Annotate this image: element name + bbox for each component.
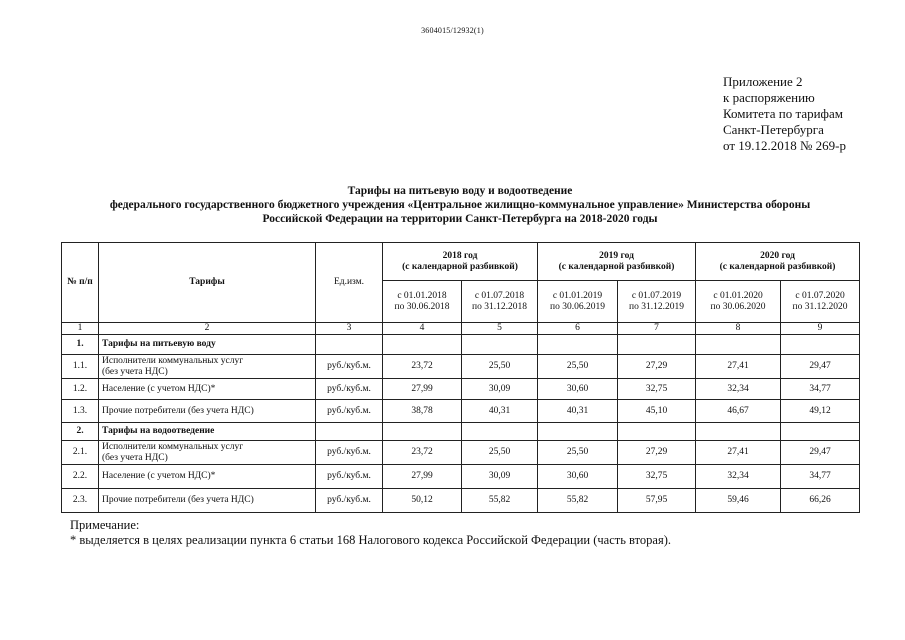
tariff-value: 27,41: [696, 355, 781, 379]
tariff-value: 55,82: [462, 489, 538, 513]
tariff-value: 55,82: [538, 489, 618, 513]
tariffs-table: [61, 242, 860, 513]
empty-cell: [781, 335, 860, 355]
header-number: № п/п: [62, 243, 99, 323]
tariff-value: 34,77: [781, 465, 860, 489]
empty-cell: [462, 335, 538, 355]
table-row: [62, 465, 860, 489]
tariff-value: 32,75: [618, 465, 696, 489]
empty-cell: [618, 335, 696, 355]
appendix-line: Комитета по тарифам: [723, 106, 843, 121]
section-number: 1.: [62, 335, 99, 355]
title-line: Российской Федерации на территории Санкт-Петербурга на 2018-2020 годы: [262, 213, 658, 225]
tariff-value: 27,29: [618, 441, 696, 465]
row-name: Исполнители коммунальных услуг (без учета НДС): [99, 355, 316, 379]
row-number: 2.1.: [62, 441, 99, 465]
row-number: 2.3.: [62, 489, 99, 513]
row-unit: руб./куб.м.: [316, 379, 383, 400]
row-name: Население (с учетом НДС)*: [99, 379, 316, 400]
appendix-line: к распоряжению: [723, 90, 815, 105]
column-number: 6: [538, 323, 618, 335]
row-unit: руб./куб.м.: [316, 489, 383, 513]
row-unit: руб./куб.м.: [316, 355, 383, 379]
tariff-value: 30,60: [538, 465, 618, 489]
empty-cell: [462, 423, 538, 441]
document-number: 3604015/12932(1): [421, 26, 484, 35]
tariff-value: 29,47: [781, 441, 860, 465]
section-number: 2.: [62, 423, 99, 441]
row-number: 1.3.: [62, 400, 99, 423]
tariff-value: 38,78: [383, 400, 462, 423]
table-row: [62, 441, 860, 465]
table-header: [62, 243, 860, 335]
appendix-line: от 19.12.2018 № 269-р: [723, 138, 846, 153]
tariff-value: 27,41: [696, 441, 781, 465]
tariff-value: 32,34: [696, 465, 781, 489]
empty-cell: [696, 335, 781, 355]
header-period: с 01.01.2018 по 30.06.2018: [383, 281, 462, 323]
header-year-2019: 2019 год (с календарной разбивкой): [538, 243, 696, 281]
header-period: с 01.07.2019 по 31.12.2019: [618, 281, 696, 323]
column-number: 3: [316, 323, 383, 335]
empty-cell: [538, 335, 618, 355]
tariff-value: 40,31: [538, 400, 618, 423]
column-number: 1: [62, 323, 99, 335]
tariff-value: 27,99: [383, 379, 462, 400]
header-period: с 01.01.2019 по 30.06.2019: [538, 281, 618, 323]
header-year-2018: 2018 год (с календарной разбивкой): [383, 243, 538, 281]
tariff-value: 45,10: [618, 400, 696, 423]
column-number: 2: [99, 323, 316, 335]
footnote-text: * выделяется в целях реализации пункта 6 статьи 168 Налогового кодекса Российской Федерации (часть вторая).: [70, 533, 672, 547]
table-row: [62, 355, 860, 379]
tariff-value: 25,50: [538, 441, 618, 465]
section-row: [62, 423, 860, 441]
tariff-value: 30,09: [462, 465, 538, 489]
section-title: Тарифы на водоотведение: [99, 423, 316, 441]
row-number: 1.2.: [62, 379, 99, 400]
tariff-value: 23,72: [383, 441, 462, 465]
header-unit: Ед.изм.: [316, 243, 383, 323]
tariff-value: 34,77: [781, 379, 860, 400]
row-number: 2.2.: [62, 465, 99, 489]
row-unit: руб./куб.м.: [316, 400, 383, 423]
empty-cell: [316, 423, 383, 441]
title-line: федерального государственного бюджетного учреждения «Центральное жилищно-коммунальное управление» Министерства обороны: [109, 199, 811, 211]
tariff-value: 49,12: [781, 400, 860, 423]
tariff-value: 32,75: [618, 379, 696, 400]
tariff-value: 40,31: [462, 400, 538, 423]
empty-cell: [538, 423, 618, 441]
row-name: Население (с учетом НДС)*: [99, 465, 316, 489]
footnote-label: Примечание:: [70, 518, 140, 532]
row-unit: руб./куб.м.: [316, 441, 383, 465]
column-number: 9: [781, 323, 860, 335]
column-number: 7: [618, 323, 696, 335]
table-row: [62, 379, 860, 400]
tariff-value: 27,99: [383, 465, 462, 489]
header-period: с 01.01.2020 по 30.06.2020: [696, 281, 781, 323]
column-number: 4: [383, 323, 462, 335]
column-number: 5: [462, 323, 538, 335]
row-number: 1.1.: [62, 355, 99, 379]
tariff-value: 32,34: [696, 379, 781, 400]
table-body: [62, 335, 860, 513]
section-row: [62, 335, 860, 355]
empty-cell: [316, 335, 383, 355]
tariff-value: 29,47: [781, 355, 860, 379]
table-row: [62, 400, 860, 423]
row-name: Прочие потребители (без учета НДС): [99, 400, 316, 423]
empty-cell: [618, 423, 696, 441]
tariff-value: 59,46: [696, 489, 781, 513]
empty-cell: [696, 423, 781, 441]
tariff-value: 25,50: [462, 355, 538, 379]
tariff-value: 23,72: [383, 355, 462, 379]
tariff-value: 25,50: [538, 355, 618, 379]
document-title: [60, 184, 860, 226]
appendix-block: [723, 74, 846, 154]
header-tariffs: Тарифы: [99, 243, 316, 323]
tariff-value: 66,26: [781, 489, 860, 513]
empty-cell: [781, 423, 860, 441]
appendix-line: Приложение 2: [723, 74, 803, 89]
table-row: [62, 489, 860, 513]
tariff-value: 46,67: [696, 400, 781, 423]
tariff-value: 50,12: [383, 489, 462, 513]
tariff-value: 57,95: [618, 489, 696, 513]
column-number: 8: [696, 323, 781, 335]
header-year-2020: 2020 год (с календарной разбивкой): [696, 243, 860, 281]
appendix-line: Санкт-Петербурга: [723, 122, 824, 137]
empty-cell: [383, 335, 462, 355]
tariff-value: 30,60: [538, 379, 618, 400]
header-period: с 01.07.2020 по 31.12.2020: [781, 281, 860, 323]
tariff-value: 25,50: [462, 441, 538, 465]
footnote: [70, 518, 671, 548]
empty-cell: [383, 423, 462, 441]
row-unit: руб./куб.м.: [316, 465, 383, 489]
title-line: Тарифы на питьевую воду и водоотведение: [347, 185, 573, 197]
row-name: Прочие потребители (без учета НДС): [99, 489, 316, 513]
tariff-value: 30,09: [462, 379, 538, 400]
column-number-row: [62, 323, 860, 335]
header-period: с 01.07.2018 по 31.12.2018: [462, 281, 538, 323]
row-name: Исполнители коммунальных услуг (без учета НДС): [99, 441, 316, 465]
section-title: Тарифы на питьевую воду: [99, 335, 316, 355]
tariff-value: 27,29: [618, 355, 696, 379]
